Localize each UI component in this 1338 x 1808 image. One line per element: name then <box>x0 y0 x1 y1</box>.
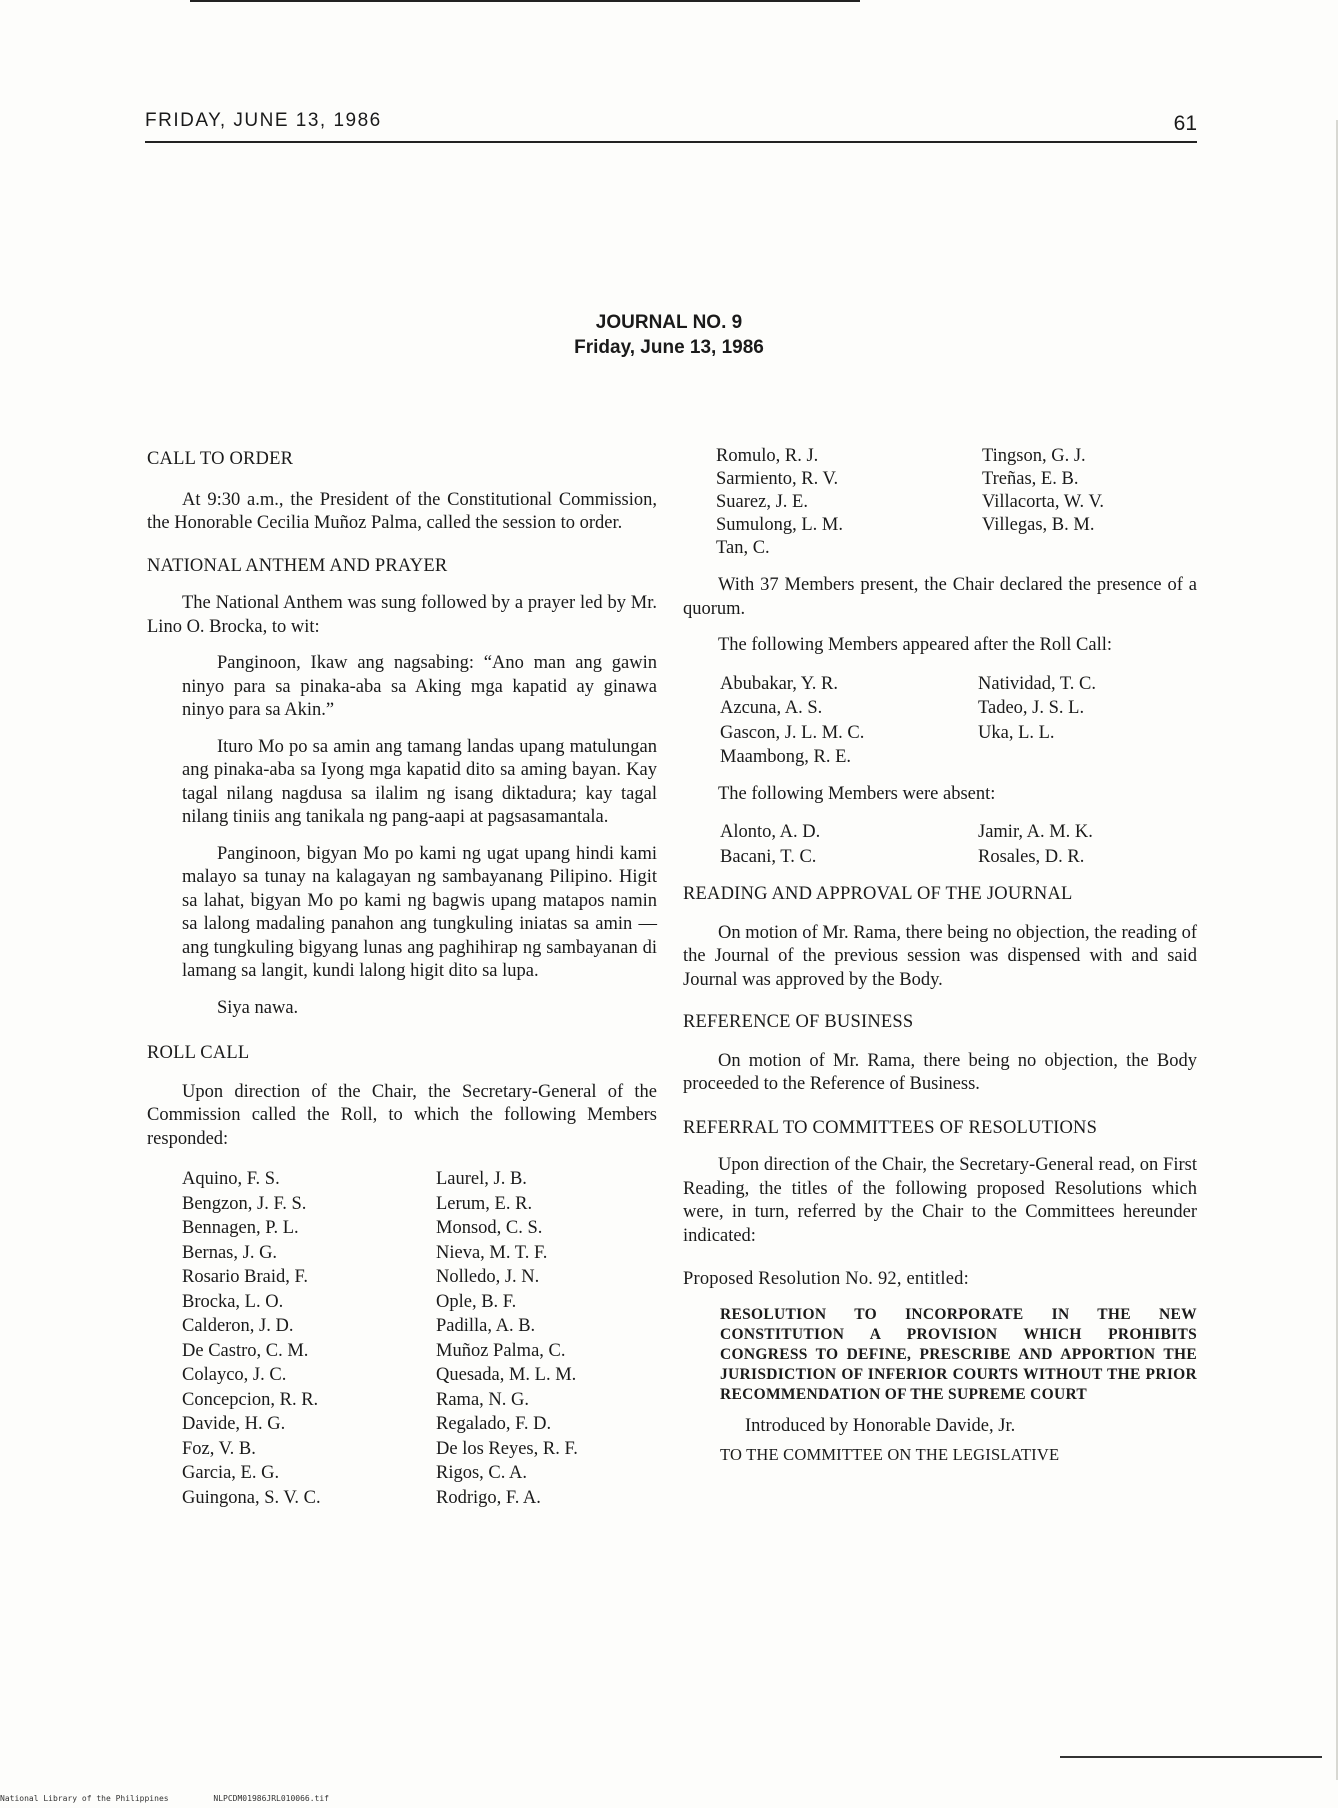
member-name: Gascon, J. L. M. C. <box>720 722 865 743</box>
late-names-col1 <box>720 672 978 770</box>
member-name: Villacorta, W. V. <box>982 492 1105 512</box>
absent-members-names <box>720 820 1197 869</box>
late-members-names <box>720 672 1197 770</box>
footer-file: NLPCDM01986JRL010066.tif <box>213 1794 329 1803</box>
roll-names-col1 <box>182 1167 436 1510</box>
call-to-order-text: At 9:30 a.m., the President of the Constitutional Commission, the Honorable Cecilia Muñoz Palma, called the session to order. <box>147 489 657 533</box>
member-name: Laurel, J. B. <box>436 1169 527 1189</box>
absent-names-col2 <box>978 820 1197 869</box>
footer-library: National Library of the Philippines <box>0 1794 169 1803</box>
prayer-paragraph: Panginoon, bigyan Mo po kami ng ugat upang hindi kami malayo sa tunay na kalagayan ng sambayanang Pilipino. Higit sa lahat, bigyan Mo po kami ng bagwis upang matapos namin sa lalong madaling panahon ang tungkuling iniatas sa amin — ang tungkuling bigyang lunas ang paghihirap ng sambayanan di lamang sa langit, kundi lalong higit dito sa lupa. <box>182 843 657 981</box>
journal-title: JOURNAL NO. 9 <box>595 312 743 333</box>
member-name: Rosario Braid, F. <box>182 1267 308 1287</box>
member-name: Nieva, M. T. F. <box>436 1242 548 1263</box>
bottom-rule <box>1060 1756 1322 1758</box>
reading-heading: READING AND APPROVAL OF THE JOURNAL <box>683 884 1073 904</box>
referral-text: Upon direction of the Chair, the Secretary-General read, on First Reading, the titles of the following proposed Resolutions which were, in turn, referred by the Chair to the Committees hereunder indicated: <box>683 1155 1197 1246</box>
member-name: Colayco, J. C. <box>182 1365 287 1385</box>
call-to-order-heading: CALL TO ORDER <box>147 449 294 469</box>
absent-members-text: The following Members were absent: <box>718 783 996 804</box>
prayer-paragraph: Panginoon, Ikaw ang nagsabing: “Ano man ang gawin ninyo para sa pinaka-aba sa Aking mga kapatid ay ginawa ninyo para sa Akin.” <box>182 653 657 720</box>
roll-call-heading: ROLL CALL <box>147 1043 250 1063</box>
right-column <box>683 448 1197 1467</box>
member-name: Brocka, L. O. <box>182 1291 284 1312</box>
member-name: Villegas, B. M. <box>982 515 1095 535</box>
member-name: Sarmiento, R. V. <box>716 469 839 489</box>
member-name: Alonto, A. D. <box>720 822 821 842</box>
prayer-paragraph: Ituro Mo po sa amin ang tamang landas upang matulungan ang pinaka-aba sa Iyong mga kapatid dito sa aming bayan. Kay tagal nilang nagdusa sa ilalim ng isang diktadura; kay tagal nilang tiniis ang tanikala ng pang-aapi at pagsasamantala. <box>182 736 657 827</box>
member-name: Tan, C. <box>716 538 770 558</box>
scan-footer <box>0 1794 369 1803</box>
member-name: Uka, L. L. <box>978 722 1055 743</box>
member-name: Foz, V. B. <box>182 1438 256 1459</box>
member-name: Azcuna, A. S. <box>720 698 823 718</box>
member-name: Monsod, C. S. <box>436 1218 543 1238</box>
member-name: Rigos, C. A. <box>436 1463 527 1483</box>
member-name: Ople, B. F. <box>436 1291 517 1312</box>
member-name <box>982 537 1197 560</box>
roll-call-names <box>182 1167 657 1510</box>
member-name: Padilla, A. B. <box>436 1316 536 1336</box>
member-name: Aquino, F. S. <box>182 1169 280 1189</box>
member-name: Treñas, E. B. <box>982 469 1079 489</box>
member-name: Rosales, D. R. <box>978 846 1085 867</box>
reference-heading: REFERENCE OF BUSINESS <box>683 1012 914 1032</box>
late-members-text: The following Members appeared after the Roll Call: <box>718 635 1113 655</box>
member-name: Rama, N. G. <box>436 1389 529 1410</box>
anthem-text: The National Anthem was sung followed by a prayer led by Mr. Lino O. Brocka, to wit: <box>147 593 657 637</box>
resolution-title: RESOLUTION TO INCORPORATE IN THE NEW CONSTITUTION A PROVISION WHICH PROHIBITS CONGRESS TO DEFINE, PRESCRIBE AND APPORTION THE JURISDICTION OF INFERIOR COURTS WITHOUT THE PRIOR RECOMMENDATION OF THE SUPREME COURT <box>720 1305 1197 1403</box>
member-name: Calderon, J. D. <box>182 1316 294 1336</box>
member-name: Tadeo, J. S. L. <box>978 698 1085 718</box>
prayer-closing: Siya nawa. <box>217 997 299 1018</box>
quorum-text: With 37 Members present, the Chair declared the presence of a quorum. <box>683 575 1197 619</box>
member-name: Garcia, E. G. <box>182 1463 280 1483</box>
committee-referral: TO THE COMMITTEE ON THE LEGISLATIVE <box>720 1445 1060 1464</box>
member-name: Sumulong, L. M. <box>716 515 843 535</box>
member-name: Davide, H. G. <box>182 1414 286 1434</box>
roll-call-text: Upon direction of the Chair, the Secretary-General of the Commission called the Roll, to which the following Members responded: <box>147 1081 657 1149</box>
page-number: 61 <box>1173 112 1197 135</box>
member-name: Romulo, R. J. <box>716 446 819 466</box>
member-name <box>978 745 1197 770</box>
member-name: Guingona, S. V. C. <box>182 1487 321 1508</box>
member-name: Abubakar, Y. R. <box>720 673 838 694</box>
member-name: Quesada, M. L. M. <box>436 1365 577 1385</box>
member-name: Natividad, T. C. <box>978 673 1097 694</box>
top-border-line <box>190 0 860 2</box>
header-rule <box>145 141 1197 143</box>
late-names-col2 <box>978 672 1197 770</box>
roll-names-col2 <box>436 1167 657 1510</box>
roll-names-col3 <box>716 445 982 560</box>
member-name: Suarez, J. E. <box>716 492 808 512</box>
member-name: Lerum, E. R. <box>436 1193 533 1214</box>
member-name: Nolledo, J. N. <box>436 1267 540 1287</box>
member-name: Rodrigo, F. A. <box>436 1487 541 1508</box>
member-name: Muñoz Palma, C. <box>436 1340 566 1361</box>
member-name: Jamir, A. M. K. <box>978 822 1093 842</box>
reference-text: On motion of Mr. Rama, there being no objection, the Body proceeded to the Reference of Business. <box>683 1050 1197 1094</box>
member-name: Concepcion, R. R. <box>182 1389 319 1410</box>
member-name: Maambong, R. E. <box>720 747 852 767</box>
referral-heading: REFERRAL TO COMMITTEES OF RESOLUTIONS <box>683 1117 1098 1138</box>
member-name: De Castro, C. M. <box>182 1340 309 1361</box>
introduced-by: Introduced by Honorable Davide, Jr. <box>745 1415 1016 1436</box>
member-name: Tingson, G. J. <box>982 446 1086 466</box>
member-name: Bernas, J. G. <box>182 1242 278 1263</box>
member-name: Bengzon, J. F. S. <box>182 1193 307 1214</box>
left-column <box>147 448 657 1510</box>
header-date: FRIDAY, JUNE 13, 1986 <box>145 110 382 131</box>
resolution-label: Proposed Resolution No. 92, entitled: <box>683 1269 969 1289</box>
roll-names-col4 <box>982 445 1197 560</box>
member-name: Bennagen, P. L. <box>182 1218 299 1238</box>
journal-title-block <box>0 310 1338 360</box>
roll-call-names-continued <box>716 445 1197 560</box>
anthem-heading: NATIONAL ANTHEM AND PRAYER <box>147 555 448 576</box>
member-name: Bacani, T. C. <box>720 846 817 867</box>
absent-names-col1 <box>720 820 978 869</box>
page-header <box>145 110 1197 142</box>
reading-text: On motion of Mr. Rama, there being no objection, the reading of the Journal of the previous session was dispensed with and said Journal was approved by the Body. <box>683 922 1197 990</box>
journal-date: Friday, June 13, 1986 <box>574 337 764 358</box>
member-name: Regalado, F. D. <box>436 1414 552 1434</box>
member-name: De los Reyes, R. F. <box>436 1438 578 1459</box>
